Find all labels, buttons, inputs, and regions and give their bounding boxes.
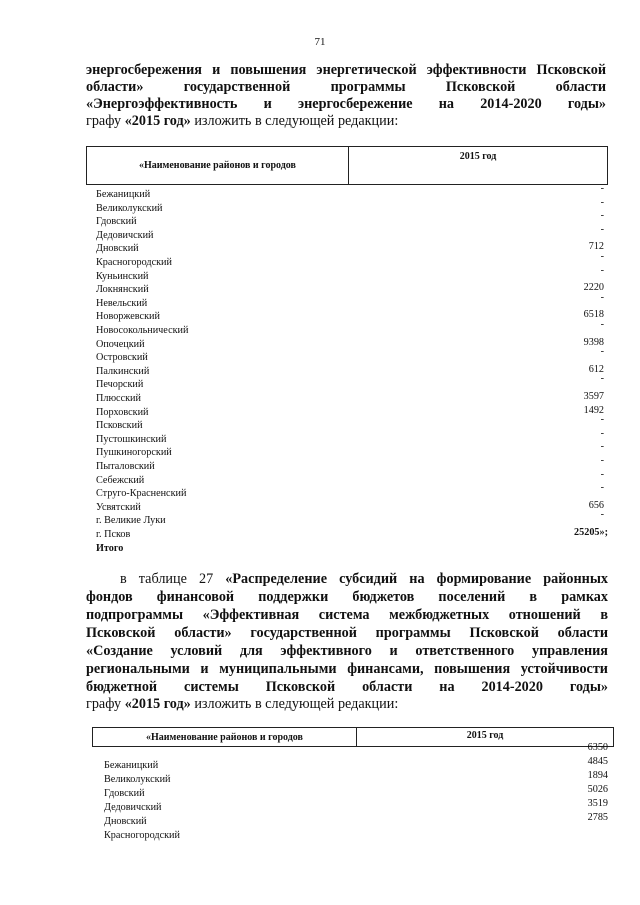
paragraph2-line-4: Псковской области» государственной программы Псковской области [86, 625, 608, 641]
table-row [0, 529, 640, 543]
row-name: Красногородский [104, 830, 180, 841]
row-value: 4845 [587, 756, 608, 767]
row-name: Бежаницкий [96, 189, 151, 200]
table-row [0, 183, 640, 203]
row-name: Великолукский [96, 202, 163, 214]
page-number: 71 [314, 36, 326, 48]
table-row [0, 251, 640, 271]
row-value: - [600, 346, 604, 358]
row-value: - [600, 264, 604, 276]
row-name: Палкинский [96, 365, 150, 377]
table-row [0, 311, 640, 325]
table-row [0, 393, 640, 407]
row-value: 1894 [587, 770, 608, 781]
table-row [0, 482, 640, 502]
row-value: - [600, 414, 604, 426]
row-value: 6518 [583, 309, 604, 321]
row-name: Островский [96, 352, 148, 364]
table-row [0, 756, 640, 778]
table-row [0, 455, 640, 475]
paragraph2-line-7: бюджетной системы Псковской области на 2014-2020 годы» [86, 679, 608, 695]
table-row [0, 291, 640, 312]
row-name: Псковский [96, 420, 143, 432]
intro-line-2: области» государственной программы Псковской области [86, 79, 606, 95]
row-name: Опочецкий [96, 338, 145, 350]
row-name: Итого [96, 542, 124, 554]
row-name: Пушкиногорский [96, 447, 172, 459]
table-row [0, 798, 640, 820]
table-row [0, 373, 640, 393]
row-name: г. Псков [96, 529, 131, 540]
paragraph2-line-1 [120, 570, 608, 588]
row-value: - [600, 319, 604, 330]
paragraph2-line-3: подпрограммы «Эффективная система межбюджетных отношений в [86, 607, 608, 623]
row-name: Новоржевский [96, 311, 160, 323]
table-row [0, 441, 640, 461]
table-row [0, 770, 640, 792]
table-row [0, 363, 640, 380]
table-row [0, 264, 640, 285]
row-name: Плюсский [96, 393, 141, 404]
intro-paragraph [86, 62, 606, 113]
table1-header-name: «Наименование районов и городов [87, 147, 349, 184]
row-value: 3597 [583, 391, 604, 402]
intro-line-4-bold: «2015 год» [124, 113, 191, 129]
table-row [0, 830, 640, 848]
paragraph2-line-1-plain: в таблице 27 [120, 571, 226, 587]
table2-header [92, 727, 614, 747]
row-value: - [600, 251, 604, 262]
row-value: - [600, 427, 604, 439]
row-name: Гдовский [104, 788, 145, 799]
row-name: г. Великие Луки [96, 515, 166, 527]
row-value: - [600, 210, 604, 222]
table-row [0, 784, 640, 806]
table-row [0, 319, 640, 339]
row-name: Дедовичский [104, 802, 162, 813]
row-name: Пыталовский [96, 461, 155, 472]
row-value: 9398 [583, 336, 604, 348]
row-name: Струго-Красненский [96, 488, 187, 500]
paragraph2-line-5: «Создание условий для эффективного и ответственного управления [86, 643, 608, 659]
table-row [0, 509, 640, 529]
table-row [0, 812, 640, 834]
paragraph2-line-8 [86, 696, 398, 713]
row-name: Великолукский [104, 774, 171, 785]
row-value: 25205»; [574, 527, 608, 538]
intro-line-4 [86, 113, 398, 130]
table2-header-year: 2015 год [466, 730, 504, 741]
row-value: - [600, 223, 604, 235]
table-row [0, 223, 640, 244]
row-value: 6350 [587, 742, 608, 753]
table-row [0, 196, 640, 217]
row-name: Порховский [96, 406, 149, 418]
table-row [0, 346, 640, 366]
row-value: - [600, 482, 604, 494]
row-value: - [600, 291, 604, 303]
table-row [0, 243, 640, 257]
paragraph2-line-8-plain: графу [86, 696, 125, 712]
row-name: Невельский [96, 297, 148, 309]
row-value: 712 [588, 241, 604, 253]
row-name: Новосокольнический [96, 325, 189, 336]
row-value: 612 [588, 363, 604, 375]
intro-line-1: энергосбережения и повышения энергетической эффективности Псковской [86, 62, 606, 78]
table-row [0, 404, 640, 421]
table1-header-year: 2015 год [459, 151, 497, 162]
intro-line-4-plain: графу [86, 113, 125, 129]
row-value: - [600, 441, 604, 453]
row-value: - [600, 509, 604, 521]
table-row [0, 499, 640, 516]
paragraph2-line-8-bold: «2015 год» [124, 696, 191, 712]
row-value: 3519 [587, 798, 608, 809]
table-row [0, 468, 640, 489]
paragraph2-line-1-bold: «Распределение субсидий на формирование районных [225, 571, 609, 587]
row-name: Дновский [96, 243, 139, 255]
row-value: 1492 [583, 404, 604, 416]
table1-header [86, 146, 608, 185]
row-name: Усвятский [96, 501, 141, 513]
table-row [0, 284, 640, 298]
table-row [0, 742, 640, 764]
row-name: Гдовский [96, 216, 137, 228]
table2-header-name: «Наименование районов и городов [93, 728, 357, 746]
table-row [0, 414, 640, 434]
row-name: Красногородский [96, 257, 172, 268]
table-row [0, 336, 640, 353]
row-value: - [600, 455, 604, 466]
row-name: Дновский [104, 816, 147, 827]
row-value: - [600, 468, 604, 480]
row-name: Куньинский [96, 270, 149, 282]
row-value: 5026 [587, 784, 608, 795]
intro-line-4-rest: изложить в следующей редакции: [190, 113, 399, 129]
row-name: Бежаницкий [104, 760, 159, 771]
row-value: 656 [588, 499, 604, 511]
paragraph2-line-8-rest: изложить в следующей редакции: [190, 696, 399, 712]
paragraph2-line-6: региональными и муниципальными финансами, повышения устойчивости [86, 661, 608, 677]
row-name: Локнянский [96, 284, 149, 296]
row-value: - [600, 373, 604, 385]
intro-line-3: «Энергоэффективность и энергосбережение на 2014-2020 годы» [86, 96, 606, 112]
row-value: - [600, 183, 604, 194]
row-value: 2220 [583, 282, 604, 294]
table-row [0, 210, 640, 230]
row-value: 2785 [587, 812, 608, 823]
row-value: - [600, 196, 604, 208]
table-row [0, 427, 640, 448]
row-name: Дедовичский [96, 229, 154, 241]
row-name: Пустошкинский [96, 433, 167, 445]
row-name: Печорский [96, 379, 144, 391]
paragraph2-line-2: фондов финансовой поддержки бюджетов поселений в рамках [86, 589, 608, 605]
row-name: Себежский [96, 474, 145, 486]
table-row [0, 543, 640, 557]
